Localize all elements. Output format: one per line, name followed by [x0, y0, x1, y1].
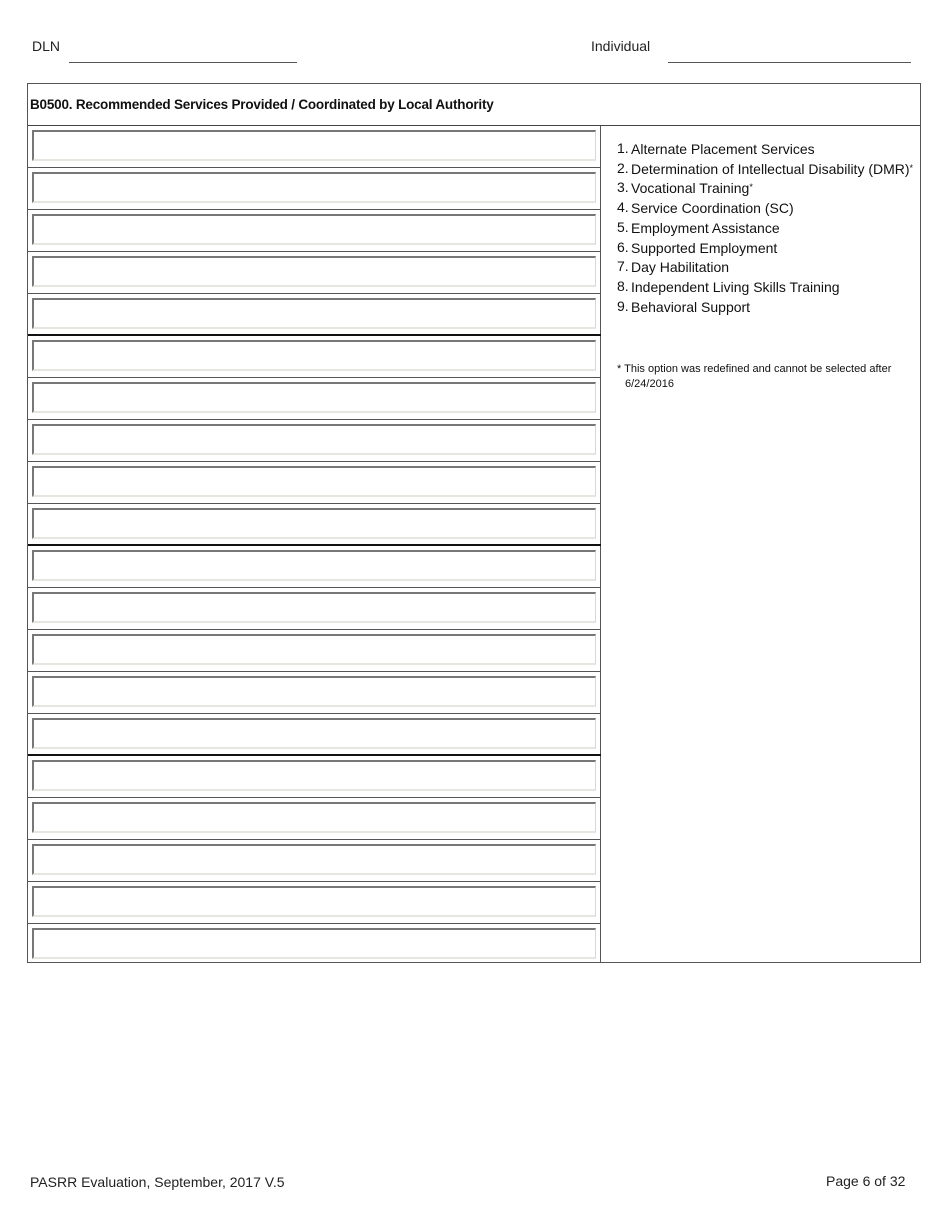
service-option-label: Service Coordination (SC): [631, 200, 794, 217]
dln-field[interactable]: [69, 62, 297, 63]
asterisk-marker: *: [909, 162, 914, 173]
service-option-number: 7.: [617, 258, 629, 275]
service-entry-row: [28, 462, 601, 504]
service-entry-input[interactable]: [32, 466, 596, 497]
service-option-label: Determination of Intellectual Disability (DMR): [631, 160, 910, 177]
asterisk-marker: *: [749, 182, 753, 193]
service-option-label: Day Habilitation: [631, 259, 730, 276]
service-option-label: Behavioral Support: [631, 298, 751, 315]
service-option-label: Supported Employment: [631, 239, 778, 256]
service-entry-input[interactable]: [32, 760, 596, 791]
service-entry-row: [28, 546, 601, 588]
service-entry-row: [28, 756, 601, 798]
service-entry-input[interactable]: [32, 340, 596, 371]
dln-label: DLN: [32, 38, 61, 54]
service-options-column: [601, 126, 920, 962]
service-entry-input[interactable]: [32, 172, 596, 203]
service-option-number: 3.: [617, 179, 629, 196]
service-option-label: Employment Assistance: [631, 219, 780, 236]
service-entry-row: [28, 798, 601, 840]
service-entry-input[interactable]: [32, 802, 596, 833]
service-entry-input[interactable]: [32, 928, 596, 959]
service-entry-input[interactable]: [32, 844, 596, 875]
service-entry-row: [28, 378, 601, 420]
service-option: [617, 297, 913, 317]
service-entry-row: [28, 420, 601, 462]
service-entry-input[interactable]: [32, 550, 596, 581]
service-entry-row: [28, 252, 601, 294]
service-option: [617, 139, 913, 159]
service-option-number: 9.: [617, 297, 629, 314]
service-option-number: 5.: [617, 218, 629, 235]
service-entry-row: [28, 924, 601, 966]
service-entry-row: [28, 168, 601, 210]
service-entry-input[interactable]: [32, 508, 596, 539]
service-entry-row: [28, 336, 601, 378]
service-entry-row: [28, 210, 601, 252]
service-entry-row: [28, 714, 601, 756]
service-entry-input[interactable]: [32, 424, 596, 455]
service-entry-row: [28, 588, 601, 630]
service-entry-row: [28, 294, 601, 336]
service-option-number: 8.: [617, 277, 629, 294]
service-option-label: Vocational Training: [631, 180, 750, 197]
service-entry-input[interactable]: [32, 886, 596, 917]
service-entry-row: [28, 840, 601, 882]
service-option: [617, 277, 913, 297]
service-entry-input[interactable]: [32, 214, 596, 245]
service-entry-input[interactable]: [32, 592, 596, 623]
service-option: [617, 159, 913, 179]
service-entry-input[interactable]: [32, 634, 596, 665]
individual-field[interactable]: [668, 62, 911, 63]
service-entry-input[interactable]: [32, 382, 596, 413]
service-entry-row: [28, 672, 601, 714]
service-entry-column: [28, 126, 601, 962]
service-option-number: 2.: [617, 159, 629, 176]
service-entry-input[interactable]: [32, 718, 596, 749]
service-option: [617, 178, 913, 198]
service-option-number: 1.: [617, 140, 629, 156]
service-entry-row: [28, 630, 601, 672]
service-entry-input[interactable]: [32, 298, 596, 329]
service-option-number: 4.: [617, 199, 629, 216]
footer-page-number: Page 6 of 32: [826, 1173, 906, 1189]
service-entry-input[interactable]: [32, 256, 596, 287]
service-entry-row: [28, 504, 601, 546]
footer-document-version: PASRR Evaluation, September, 2017 V.5: [30, 1174, 285, 1190]
service-option: [617, 218, 913, 238]
section-title: B0500. Recommended Services Provided / Coordinated by Local Authority: [30, 97, 494, 112]
service-option-label: Alternate Placement Services: [631, 141, 815, 157]
service-option-number: 6.: [617, 238, 629, 255]
b0500-section: [27, 83, 921, 963]
footnote: * This option was redefined and cannot be selected after 6/24/2016: [617, 363, 892, 390]
service-option: [617, 238, 913, 258]
service-entry-row: [28, 126, 601, 168]
individual-label: Individual: [591, 38, 651, 54]
service-options-list: [617, 139, 913, 316]
service-entry-input[interactable]: [32, 130, 596, 161]
service-entry-input[interactable]: [32, 676, 596, 707]
service-option: [617, 198, 913, 218]
section-header: [28, 84, 920, 126]
service-entry-row: [28, 882, 601, 924]
service-option-label: Independent Living Skills Training: [631, 278, 840, 295]
service-option: [617, 257, 913, 277]
